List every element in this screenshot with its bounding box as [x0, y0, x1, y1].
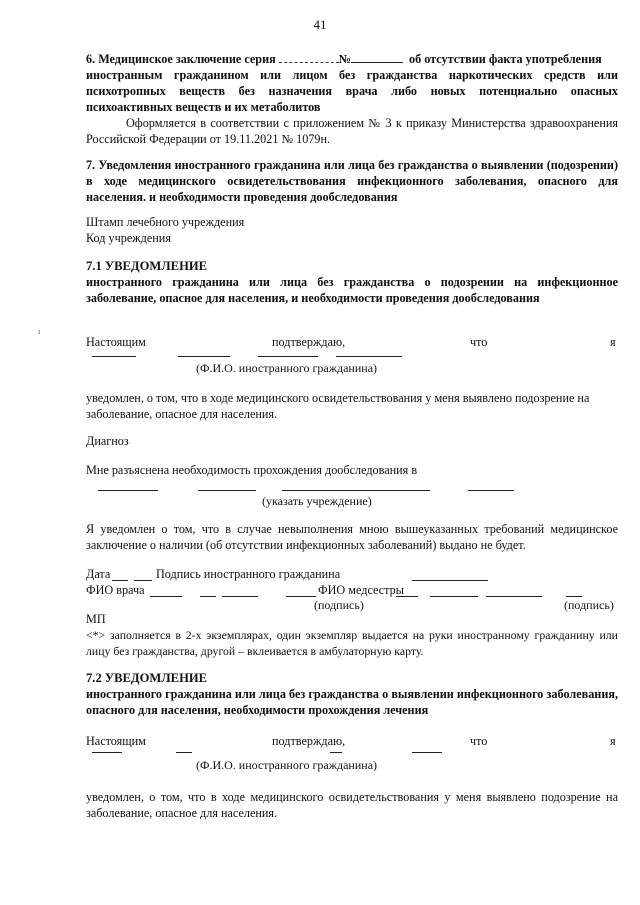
- diagnosis-label: Диагноз: [86, 434, 129, 448]
- s71-fio-line-4[interactable]: [336, 356, 402, 357]
- nurse-fio-line-2[interactable]: [430, 596, 478, 597]
- s71-subtitle: иностранного гражданина или лица без гражданства о подозрении на инфекционное заболевание, опасное для населения, и необходимости проведения дообследования: [86, 275, 618, 305]
- margin-mark: ı: [38, 327, 41, 336]
- s6-note: Оформляется в соответствии с приложением № 3 к приказу Министерства здравоохранения Российской Федерации от 19.11.2021 № 1079н.: [86, 116, 618, 146]
- institution-line-3[interactable]: [282, 490, 430, 491]
- date-line-2[interactable]: [134, 580, 152, 581]
- s71-fio-caption: (Ф.И.О. иностранного гражданина): [196, 361, 378, 375]
- s71-fio-line-3[interactable]: [258, 356, 318, 357]
- citizen-signature-label: Подпись иностранного гражданина: [156, 567, 341, 581]
- doctor-label: ФИО врача: [86, 583, 145, 597]
- s72-fio-line-4[interactable]: [412, 752, 442, 753]
- s72-fio-line-3[interactable]: [330, 752, 342, 753]
- page-number: 41: [313, 17, 327, 32]
- s71-confirm-w4: я: [610, 335, 616, 349]
- s6-first-line: [86, 51, 618, 67]
- institution-line-2[interactable]: [198, 490, 256, 491]
- s6-body: иностранным гражданином или лицом без гражданства наркотических средств или психотропных веществ без назначения врача либо новых потенциально опасных психоактивных веществ и их метаболитов: [86, 68, 618, 114]
- s72-fio-line-1[interactable]: [92, 752, 122, 753]
- s72-notified-text: уведомлен, о том, что в ходе медицинского освидетельствования у меня выявлено подозрение на заболевание, опасное для населения.: [86, 790, 618, 820]
- s72-fio-line-2[interactable]: [176, 752, 192, 753]
- s72-subtitle: иностранного гражданина или лица без гражданства о выявлении инфекционного заболевания, опасного для населения, необходимости прохождения лечения: [86, 687, 618, 717]
- nurse-fio-line-4[interactable]: [566, 596, 582, 597]
- doctor-fio-line-3[interactable]: [222, 596, 258, 597]
- stamp-label: Штамп лечебного учреждения: [86, 215, 245, 229]
- doctor-fio-line-4[interactable]: [286, 596, 316, 597]
- nurse-label: ФИО медсестры: [318, 583, 404, 597]
- s71-fio-line-1[interactable]: [92, 356, 136, 357]
- s72-confirm-w3: что: [470, 734, 488, 748]
- s71-confirm-w3: что: [470, 335, 488, 349]
- date-label: Дата: [86, 567, 111, 581]
- s71-footnote: <*> заполняется в 2-х экземплярах, один экземпляр выдается на руки иностранному гражданину или лицу без гражданства, другой – вклеивается в амбулаторную карту.: [86, 628, 618, 658]
- nurse-signature-caption: (подпись): [564, 598, 614, 612]
- doctor-fio-line-2[interactable]: [200, 596, 216, 597]
- citizen-signature-line[interactable]: [412, 580, 488, 581]
- s72-confirm-w1: Настоящим: [86, 734, 146, 748]
- s71-fio-line-2[interactable]: [178, 356, 230, 357]
- doctor-fio-line-1[interactable]: [150, 596, 182, 597]
- s71-heading: 7.1 УВЕДОМЛЕНИЕ: [86, 259, 208, 273]
- s6-title-part1: 6. Медицинское заключение серия: [86, 52, 276, 66]
- s71-warning: Я уведомлен о том, что в случае невыполнения мною вышеуказанных требований медицинское заключение о наличии (об отсутствии инфекционных заболеваний) выдано не будет.: [86, 522, 618, 552]
- institution-caption: (указать учреждение): [262, 494, 372, 508]
- s71-confirm-w2: подтверждаю,: [272, 335, 346, 349]
- s71-confirm-w1: Настоящим: [86, 335, 146, 349]
- s71-notified-text: уведомлен, о том, что в ходе медицинского освидетельствования у меня выявлено подозрение на заболевание, опасное для населения.: [86, 391, 590, 421]
- institution-line-4[interactable]: [468, 490, 514, 491]
- doctor-signature-caption: (подпись): [314, 598, 364, 612]
- seal-mark: МП: [86, 612, 106, 626]
- examination-explained: Мне разъяснена необходимость прохождения дообследования в: [86, 463, 418, 477]
- s72-heading: 7.2 УВЕДОМЛЕНИЕ: [86, 671, 208, 685]
- s72-fio-caption: (Ф.И.О. иностранного гражданина): [196, 758, 378, 772]
- s6-title-part2: об отсутствии факта употребления: [409, 52, 602, 66]
- institution-line-1[interactable]: [98, 490, 158, 491]
- s72-confirm-w4: я: [610, 734, 616, 748]
- nurse-fio-line-1[interactable]: [396, 596, 418, 597]
- s72-confirm-w2: подтверждаю,: [272, 734, 346, 748]
- s6-number-sign: №: [338, 52, 351, 66]
- institution-code-label: Код учреждения: [86, 231, 171, 245]
- date-line-1[interactable]: [112, 580, 128, 581]
- nurse-fio-line-3[interactable]: [486, 596, 542, 597]
- s7-title: 7. Уведомления иностранного гражданина или лица без гражданства о выявлении (подозрении) в ходе медицинского освидетельствования инфекционного заболевания, опасного для населения. и необходимости проведения дообследования: [86, 158, 618, 204]
